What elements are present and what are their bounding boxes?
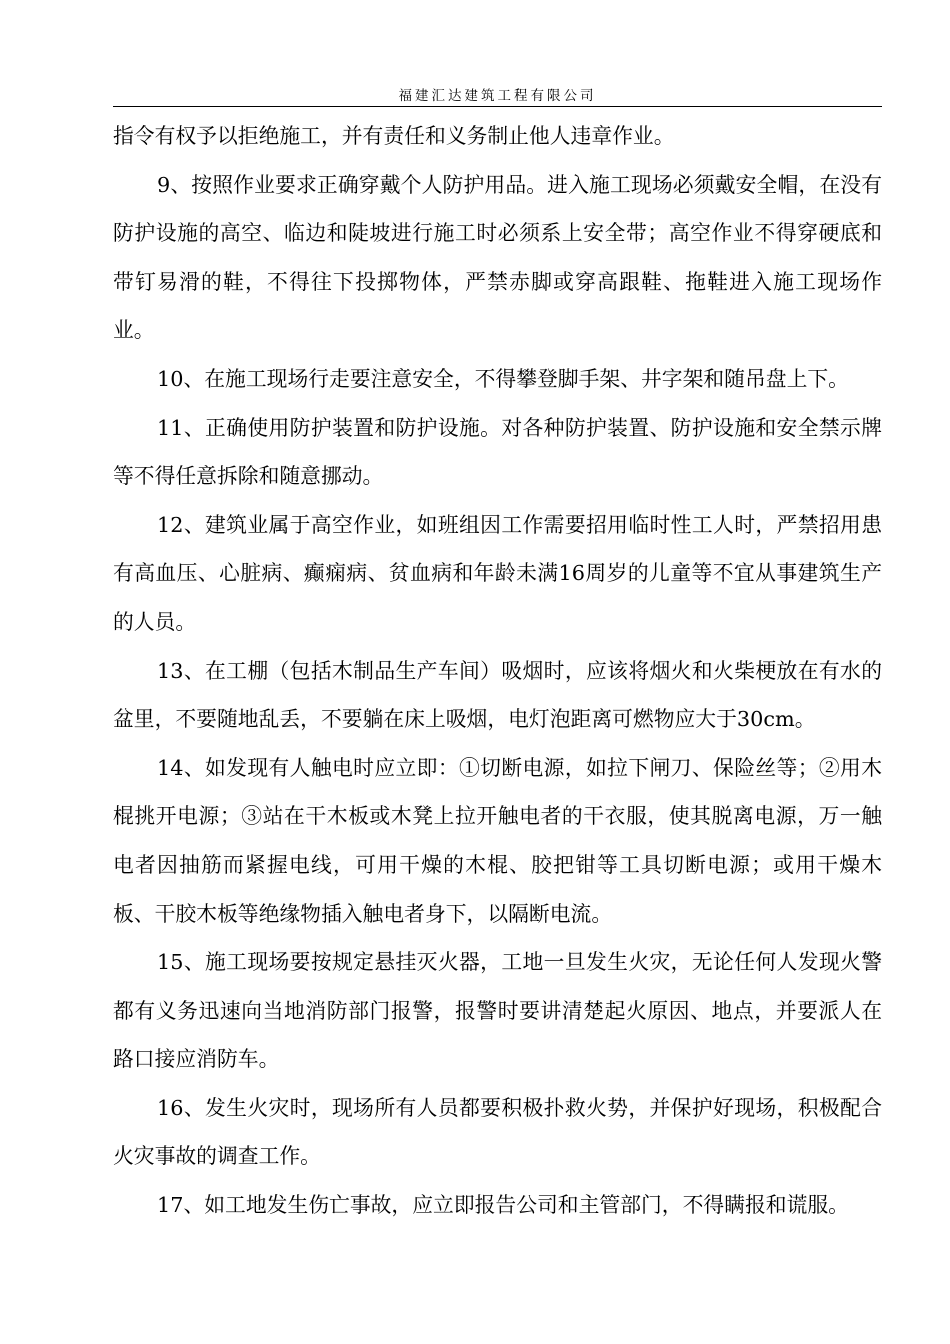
paragraph-item-9: 9、按照作业要求正确穿戴个人防护用品。进入施工现场必须戴安全帽，在没有防护设施的高空、临边和陡坡进行施工时必须系上安全带；高空作业不得穿硬底和带钉易滑的鞋，不得往下投掷物体，严禁赤脚或穿高跟鞋、拖鞋进入施工现场作业。 — [113, 172, 882, 343]
paragraph-item-15: 15、施工现场要按规定悬挂灭火器，工地一旦发生火灾，无论任何人发现火警都有义务迅速向当地消防部门报警，报警时要讲清楚起火原因、地点，并要派人在路口接应消防车。 — [113, 950, 882, 1072]
paragraph-continuation: 指令有权予以拒绝施工，并有责任和义务制止他人违章作业。 — [113, 124, 675, 148]
page-header — [113, 86, 882, 107]
paragraph-item-16: 16、发生火灾时，现场所有人员都要积极扑救火势，并保护好现场，积极配合火灾事故的调查工作。 — [113, 1095, 882, 1169]
paragraph-item-10: 10、在施工现场行走要注意安全，不得攀登脚手架、井字架和随吊盘上下。 — [157, 366, 849, 391]
paragraph-item-17: 17、如工地发生伤亡事故，应立即报告公司和主管部门，不得瞒报和谎服。 — [157, 1193, 849, 1218]
document-body — [113, 112, 882, 1230]
paragraph-item-14: 14、如发现有人触电时应立即：①切断电源，如拉下闸刀、保险丝等；②用木棍挑开电源；③站在干木板或木凳上拉开触电者的干衣服，使其脱离电源，万一触电者因抽筋而紧握电线，可用干燥的木棍、胶把钳等工具切断电源；或用干燥木板、干胶木板等绝缘物插入触电者身下，以隔断电流。 — [113, 755, 882, 926]
paragraph-item-12: 12、建筑业属于高空作业，如班组因工作需要招用临时性工人时，严禁招用患有高血压、心脏病、癫痫病、贫血病和年龄未满16周岁的儿童等不宜从事建筑生产的人员。 — [113, 512, 882, 634]
company-name: 福建汇达建筑工程有限公司 — [398, 88, 597, 104]
paragraph-item-11: 11、正确使用防护装置和防护设施。对各种防护装置、防护设施和安全禁示牌等不得任意拆除和随意挪动。 — [113, 415, 882, 489]
paragraph-item-13: 13、在工棚（包括木制品生产车间）吸烟时，应该将烟火和火柴梗放在有水的盆里，不要随地乱丢，不要躺在床上吸烟，电灯泡距离可燃物应大于30cm。 — [113, 658, 882, 732]
